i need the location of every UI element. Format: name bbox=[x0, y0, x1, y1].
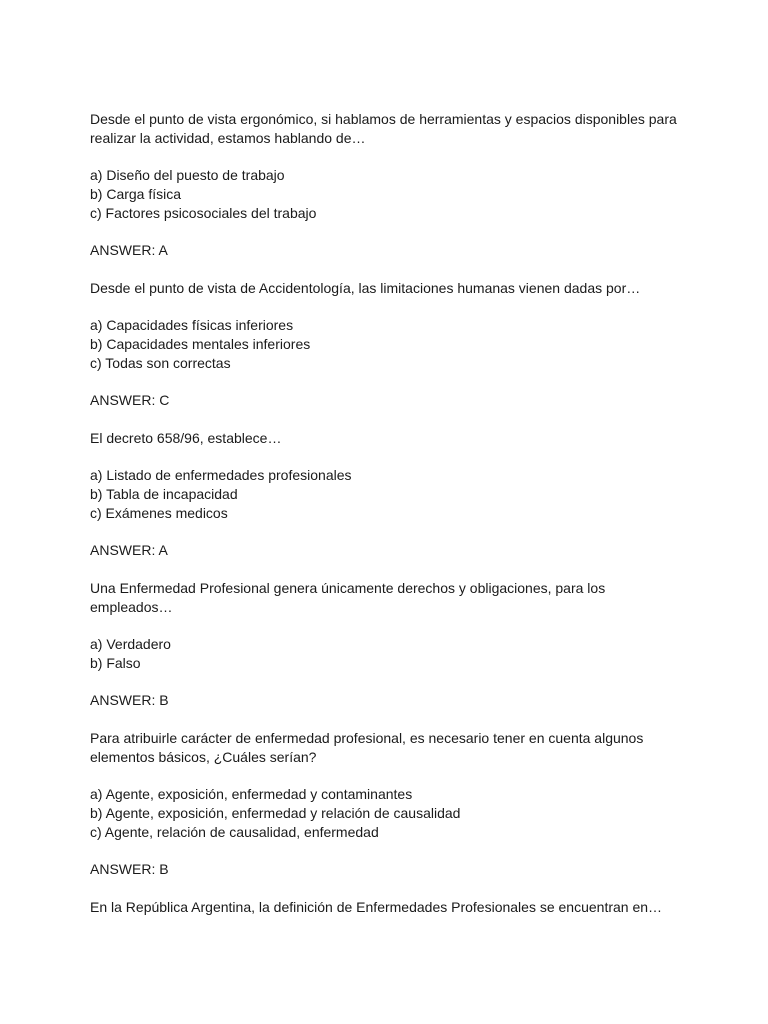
option-c: c) Agente, relación de causalidad, enfermedad bbox=[90, 824, 379, 840]
answer-line: ANSWER: B bbox=[90, 692, 169, 708]
question-block-5 bbox=[90, 729, 690, 879]
answer-line: ANSWER: A bbox=[90, 242, 168, 258]
question-text: El decreto 658/96, establece… bbox=[90, 430, 282, 446]
option-a: a) Capacidades físicas inferiores bbox=[90, 317, 294, 333]
option-a: a) Diseño del puesto de trabajo bbox=[90, 167, 285, 183]
option-a: a) Listado de enfermedades profesionales bbox=[90, 467, 352, 483]
answer-line: ANSWER: A bbox=[90, 542, 168, 558]
question-block-3 bbox=[90, 429, 690, 560]
question-block-2 bbox=[90, 279, 690, 410]
question-text: Una Enfermedad Profesional genera únicamente derechos y obligaciones, para los empleados… bbox=[90, 580, 606, 615]
question-block-1 bbox=[90, 110, 690, 260]
option-b: b) Tabla de incapacidad bbox=[90, 486, 238, 502]
answer-line: ANSWER: C bbox=[90, 392, 170, 408]
question-block-4 bbox=[90, 579, 690, 710]
option-c: c) Factores psicosociales del trabajo bbox=[90, 205, 317, 221]
question-text: Desde el punto de vista ergonómico, si hablamos de herramientas y espacios disponibles para realizar la actividad, estamos hablando de… bbox=[90, 111, 677, 146]
options-list bbox=[90, 635, 690, 673]
options-list bbox=[90, 466, 690, 523]
option-c: c) Todas son correctas bbox=[90, 355, 231, 371]
answer-line: ANSWER: B bbox=[90, 861, 169, 877]
question-block-6 bbox=[90, 898, 690, 917]
document-page bbox=[90, 110, 690, 935]
question-text: Para atribuirle carácter de enfermedad profesional, es necesario tener en cuenta algunos elementos básicos, ¿Cuáles serían? bbox=[90, 730, 644, 765]
option-b: b) Agente, exposición, enfermedad y relación de causalidad bbox=[90, 805, 461, 821]
question-text: Desde el punto de vista de Accidentología, las limitaciones humanas vienen dadas por… bbox=[90, 280, 641, 296]
options-list bbox=[90, 166, 690, 223]
option-b: b) Capacidades mentales inferiores bbox=[90, 336, 311, 352]
option-b: b) Falso bbox=[90, 655, 141, 671]
options-list bbox=[90, 316, 690, 373]
options-list bbox=[90, 785, 690, 842]
option-b: b) Carga física bbox=[90, 186, 182, 202]
option-a: a) Verdadero bbox=[90, 636, 171, 652]
question-text: En la República Argentina, la definición de Enfermedades Profesionales se encuentran en… bbox=[90, 899, 663, 915]
option-c: c) Exámenes medicos bbox=[90, 505, 228, 521]
option-a: a) Agente, exposición, enfermedad y contaminantes bbox=[90, 786, 413, 802]
